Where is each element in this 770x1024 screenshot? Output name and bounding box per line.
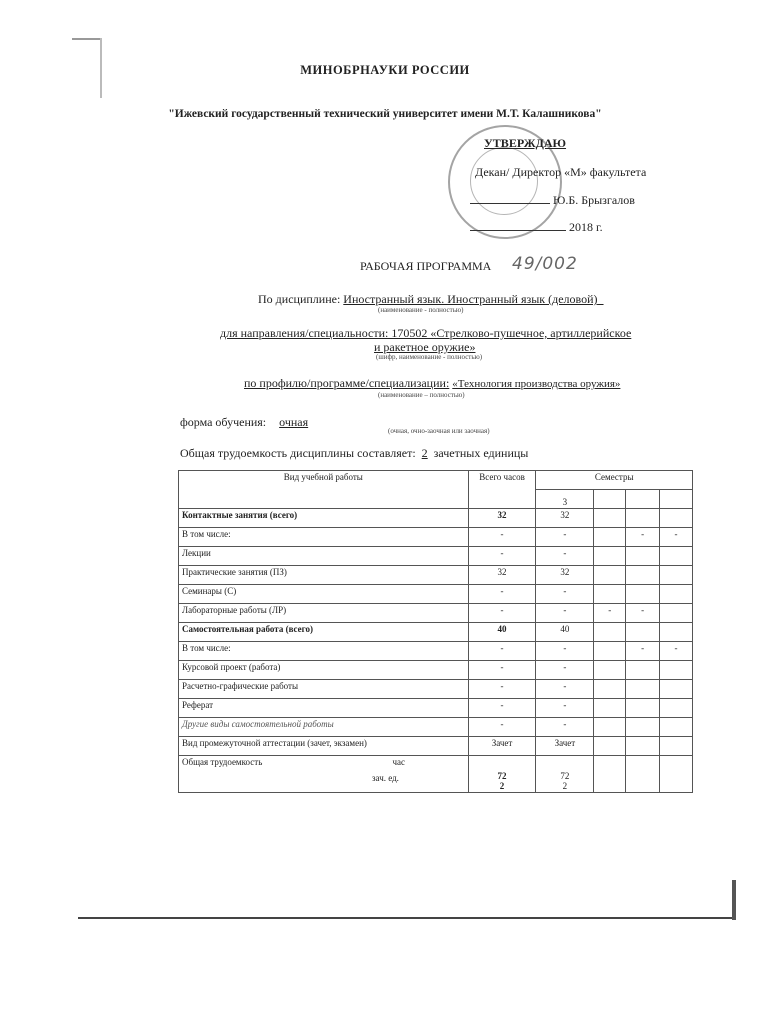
row-label: Семинары (С) xyxy=(179,585,469,604)
sem-total-cell xyxy=(536,756,594,793)
row-label: Контактные занятия (всего) xyxy=(179,509,469,528)
signer-name: Ю.Б. Брызгалов xyxy=(553,193,635,207)
row-extra-cell: - xyxy=(626,604,660,623)
row-extra-cell xyxy=(594,528,626,547)
row-semester-value: - xyxy=(536,642,594,661)
table-row xyxy=(179,528,693,547)
sem-credits: 2 xyxy=(562,781,568,791)
approval-title: УТВЕРЖДАЮ xyxy=(484,136,567,150)
row-extra-cell xyxy=(594,642,626,661)
row-extra-cell xyxy=(626,718,660,737)
table-row xyxy=(179,623,693,642)
direction-line-2: и ракетное оружие» xyxy=(374,340,476,354)
row-total: - xyxy=(468,680,536,699)
total-hours: 72 xyxy=(497,771,507,781)
row-semester-value: Зачет xyxy=(536,737,594,756)
header-total-hours: Всего часов xyxy=(468,471,536,509)
approval-year: 2018 г. xyxy=(569,220,603,234)
total-credits: 2 xyxy=(499,781,505,791)
table-header-row xyxy=(179,471,693,490)
profile-value: «Технология производства оружия» xyxy=(452,378,621,390)
labor-value: 2 xyxy=(421,446,428,460)
table-row xyxy=(179,661,693,680)
row-extra-cell xyxy=(594,566,626,585)
discipline-hint: (наименование - полностью) xyxy=(378,306,464,314)
row-extra-cell xyxy=(626,585,660,604)
row-label: Курсовой проект (работа) xyxy=(179,661,469,680)
row-extra-cell xyxy=(594,661,626,680)
direction-line-1: для направления/специальности: 170502 «Стрелково-пушечное, артиллерийское xyxy=(220,326,632,340)
row-extra-cell: - xyxy=(626,528,660,547)
row-label: В том числе: xyxy=(179,528,469,547)
table-row xyxy=(179,509,693,528)
bottom-rule xyxy=(78,917,736,919)
row-extra-cell: - xyxy=(594,604,626,623)
row-semester-value: - xyxy=(536,680,594,699)
university-name: "Ижевский государственный технический университет имени М.Т. Калашникова" xyxy=(168,108,602,120)
row-extra-cell xyxy=(660,661,693,680)
sem-hours: 72 xyxy=(560,771,570,781)
scan-edge-mark xyxy=(732,880,736,920)
labor-line xyxy=(180,446,528,461)
total-label: Общая трудоемкость xyxy=(182,757,263,767)
unit-credits: зач. ед. xyxy=(372,773,399,783)
row-extra-cell xyxy=(660,623,693,642)
row-total: - xyxy=(468,528,536,547)
row-label: Вид промежуточной аттестации (зачет, экзамен) xyxy=(179,737,469,756)
row-extra-cell xyxy=(626,737,660,756)
scan-corner-mark xyxy=(72,38,102,40)
row-label: Другие виды самостоятельной работы xyxy=(179,718,469,737)
row-semester-value: - xyxy=(536,528,594,547)
discipline-line xyxy=(258,292,604,307)
row-total: - xyxy=(468,699,536,718)
row-extra-cell xyxy=(594,509,626,528)
row-semester-value: - xyxy=(536,547,594,566)
row-extra-cell xyxy=(660,604,693,623)
row-extra-cell xyxy=(660,509,693,528)
program-title: РАБОЧАЯ ПРОГРАММА xyxy=(360,259,492,273)
discipline-label: По дисциплине: xyxy=(258,292,341,306)
table-row xyxy=(179,547,693,566)
unit-hours: час xyxy=(392,757,406,767)
form-value: очная xyxy=(279,415,309,429)
row-extra-cell xyxy=(594,623,626,642)
table-row xyxy=(179,737,693,756)
row-total: 40 xyxy=(468,623,536,642)
table-row xyxy=(179,604,693,623)
header-work-type: Вид учебной работы xyxy=(179,471,469,509)
signature-line xyxy=(470,193,635,208)
row-extra-cell xyxy=(594,585,626,604)
row-label: В том числе: xyxy=(179,642,469,661)
row-label: Лекции xyxy=(179,547,469,566)
row-extra-cell xyxy=(594,547,626,566)
row-extra-cell xyxy=(660,566,693,585)
row-semester-value: - xyxy=(536,661,594,680)
handwritten-number: 49/002 xyxy=(512,254,578,274)
form-hint: (очная, очно-заочная или заочная) xyxy=(388,427,490,435)
row-extra-cell xyxy=(594,737,626,756)
table-row xyxy=(179,585,693,604)
row-semester-value: 32 xyxy=(536,566,594,585)
row-extra-cell xyxy=(626,509,660,528)
table-row xyxy=(179,680,693,699)
row-total: 32 xyxy=(468,509,536,528)
total-label-cell xyxy=(179,756,469,793)
row-label: Реферат xyxy=(179,699,469,718)
row-extra-cell xyxy=(626,661,660,680)
row-extra-cell xyxy=(660,680,693,699)
row-semester-value: - xyxy=(536,699,594,718)
direction-hint: (шифр, наименование - полностью) xyxy=(376,353,483,361)
row-extra-cell xyxy=(626,680,660,699)
form-label: форма обучения: xyxy=(180,415,267,429)
table-row xyxy=(179,718,693,737)
discipline-value: Иностранный язык. Иностранный язык (деловой) xyxy=(343,292,598,306)
profile-label: по профилю/программе/специализации: xyxy=(244,376,450,390)
row-extra-cell xyxy=(626,623,660,642)
profile-hint: (наименование – полностью) xyxy=(378,391,465,399)
row-extra-cell: - xyxy=(626,642,660,661)
row-total: - xyxy=(468,604,536,623)
row-semester-value: 32 xyxy=(536,509,594,528)
row-extra-cell xyxy=(594,680,626,699)
row-label: Лабораторные работы (ЛР) xyxy=(179,604,469,623)
date-line xyxy=(470,220,603,235)
semester-number: 3 xyxy=(536,490,594,509)
row-total: - xyxy=(468,661,536,680)
row-extra-cell xyxy=(660,737,693,756)
row-extra-cell: - xyxy=(660,528,693,547)
row-semester-value: 40 xyxy=(536,623,594,642)
row-extra-cell xyxy=(594,699,626,718)
row-extra-cell xyxy=(660,547,693,566)
row-label: Расчетно-графические работы xyxy=(179,680,469,699)
row-semester-value: - xyxy=(536,604,594,623)
row-label: Самостоятельная работа (всего) xyxy=(179,623,469,642)
row-label: Практические занятия (ПЗ) xyxy=(179,566,469,585)
row-extra-cell xyxy=(660,718,693,737)
row-semester-value: - xyxy=(536,718,594,737)
row-extra-cell xyxy=(594,718,626,737)
table-row-total xyxy=(179,756,693,793)
row-extra-cell xyxy=(660,585,693,604)
total-hours-cell xyxy=(468,756,536,793)
table-row xyxy=(179,566,693,585)
row-semester-value: - xyxy=(536,585,594,604)
row-total: 32 xyxy=(468,566,536,585)
dean-line: Декан/ Директор «М» факультета xyxy=(475,165,647,179)
table-row xyxy=(179,699,693,718)
row-total: - xyxy=(468,718,536,737)
workload-table xyxy=(178,470,693,793)
form-line xyxy=(180,415,318,430)
row-extra-cell xyxy=(626,699,660,718)
labor-text-after: зачетных единицы xyxy=(433,446,529,460)
header-semesters: Семестры xyxy=(536,471,693,490)
row-total: - xyxy=(468,547,536,566)
table-body xyxy=(179,509,693,756)
row-extra-cell xyxy=(660,699,693,718)
row-total: - xyxy=(468,642,536,661)
labor-text-before: Общая трудоемкость дисциплины составляет: xyxy=(180,446,416,460)
row-extra-cell xyxy=(626,566,660,585)
profile-line xyxy=(244,376,620,391)
row-total: - xyxy=(468,585,536,604)
table-row xyxy=(179,642,693,661)
row-extra-cell: - xyxy=(660,642,693,661)
ministry-title: МИНОБРНАУКИ РОССИИ xyxy=(300,63,470,77)
row-total: Зачет xyxy=(468,737,536,756)
row-extra-cell xyxy=(626,547,660,566)
